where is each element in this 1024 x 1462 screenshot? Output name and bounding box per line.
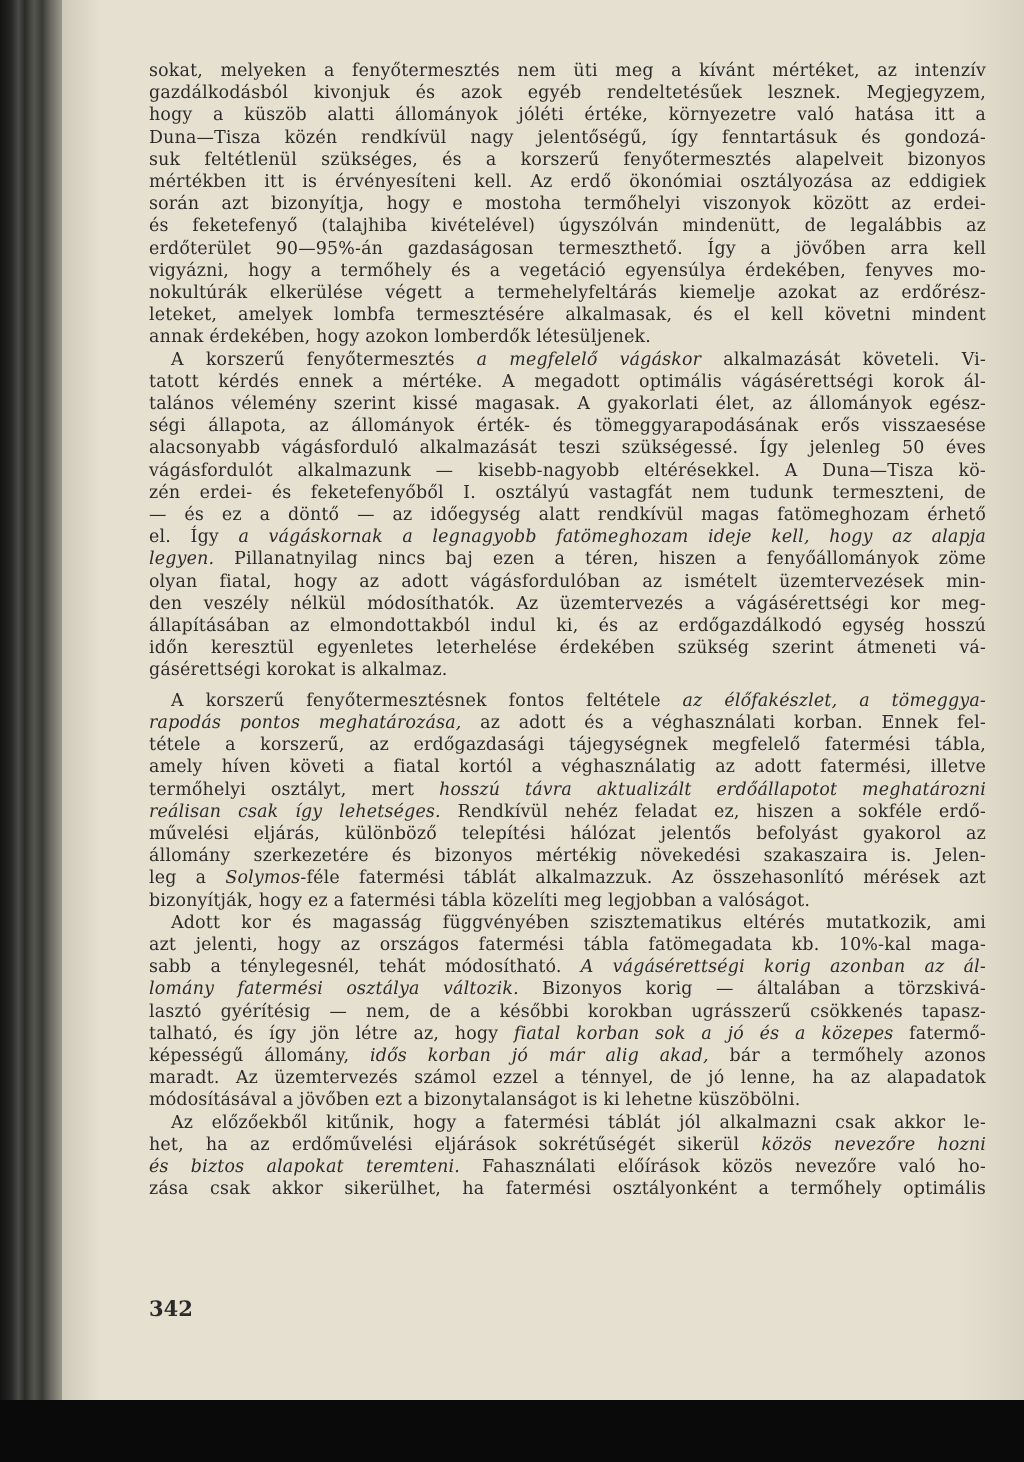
text-run: alacsonyabb vágásforduló alkalmazását teszi szükségessé. Így jelenleg 50 éves (149, 438, 986, 459)
text-run: során azt bizonyítja, hogy e mostoha termőhelyi viszonyok között az erdei- (149, 194, 986, 215)
text-run: el. Így (149, 527, 239, 548)
text-run: tatott kérdés ennek a mértéke. A megadott optimális vágásérettségi korok ál- (149, 371, 986, 392)
text-run: den veszély nélkül módosíthatók. Az üzemtervezés a vágásérettségi kor meg- (149, 593, 986, 614)
italic-text: és biztos alapokat teremteni. (149, 1156, 460, 1177)
text-run: olyan fiatal, hogy az adott vágásfordulóban az ismételt üzemtervezések min- (149, 571, 986, 592)
text-line (149, 504, 986, 526)
text-line (149, 956, 986, 978)
text-run: gazdálkodásból kivonjuk és azok egyéb rendeltetésűek lesznek. Megjegyzem, (149, 83, 986, 104)
text-line (149, 637, 986, 659)
text-run: zása csak akkor sikerülhet, ha fatermési osztályonként a termőhely optimális (149, 1179, 986, 1200)
text-run: amely híven követi a fiatal kortól a véghasználatig az adott fatermési, illetve (149, 757, 986, 778)
page-text-body (149, 60, 986, 1200)
text-run: A korszerű fenyőtermesztés (171, 349, 477, 370)
text-run: tétele a korszerű, az erdőgazdasági tájegységnek megfelelő fatermési tábla, (149, 735, 986, 756)
text-run: het, ha az erdőművelési eljárások sokrétűségét sikerül (149, 1134, 762, 1155)
italic-text: reálisan csak így lehetséges. (149, 801, 441, 822)
text-run: mértékben itt is érvényesíteni kell. Az erdő ökonómiai osztályozása az eddigiek (149, 172, 986, 193)
italic-text: rapodás pontos meghatározása, (149, 712, 462, 733)
text-line (149, 690, 986, 712)
text-run: — és ez a döntő — az időegység alatt rendkívül magas fatömeghozam érhető (149, 505, 986, 526)
text-run: termőhelyi osztályt, mert (149, 779, 440, 800)
text-line (149, 934, 986, 956)
text-line (149, 756, 986, 778)
text-run: talható, és így jön létre az, hogy (149, 1023, 514, 1044)
italic-text: hosszú távra aktualizált erdőállapotot meghatározni (439, 779, 986, 800)
scan-bottom-border (0, 1400, 1024, 1462)
text-run: Duna—Tisza közén rendkívül nagy jelentőségű, így fenntartásuk és gondozá- (149, 127, 986, 148)
text-line (149, 1067, 986, 1089)
text-run: bizonyítják, hogy ez a fatermési tábla közelíti meg legjobban a valóságot. (149, 890, 811, 911)
text-run: fatermő- (893, 1023, 986, 1044)
text-line (149, 593, 986, 615)
text-run: leg a (149, 868, 226, 889)
italic-text: idős korban jó már alig akad, (370, 1045, 709, 1066)
text-run: A korszerű fenyőtermesztésnek fontos feltétele (171, 690, 683, 711)
text-line (149, 1001, 986, 1023)
text-run: vigyázni, hogy a termőhely és a vegetáció egyensúlya érdekében, fenyves mo- (149, 260, 986, 281)
italic-text: a vágáskornak a legnagyobb fatömeghozam ideje kell, hogy az alapja (238, 527, 986, 548)
text-line (149, 779, 986, 801)
text-run: sokat, melyeken a fenyőtermesztés nem üti meg a kívánt mértéket, az intenzív (149, 61, 986, 81)
text-line (149, 193, 986, 215)
text-run: -féle fatermési táblát alkalmazzuk. Az összehasonlító mérések azt (300, 868, 986, 889)
text-line (149, 978, 986, 1000)
text-run: maradt. Az üzemtervezés számol ezzel a ténnyel, de jó lenne, ha az alapadatok (149, 1068, 986, 1089)
text-line (149, 1089, 986, 1111)
text-line (149, 615, 986, 637)
text-run: zén erdei- és feketefenyőből I. osztályú vastagfát nem tudunk termeszteni, de (149, 482, 986, 503)
text-line (149, 801, 986, 823)
text-run: ségi állapota, az állományok érték- és tömeggyarapodásának erős visszaesése (149, 416, 986, 437)
text-run: Bizonyos korig — általában a törzskivá- (518, 979, 986, 1000)
text-line (149, 60, 986, 82)
italic-text: az élőfakészlet, a tömeggya- (682, 690, 986, 711)
text-run: erdőterület 90—95%-án gazdaságosan termeszthető. Így a jövőben arra kell (149, 238, 986, 259)
italic-text: a megfelelő vágáskor (476, 349, 702, 370)
italic-text: fiatal korban sok a jó és a közepes (513, 1023, 894, 1044)
text-line (149, 734, 986, 756)
text-line (149, 127, 986, 149)
text-line (149, 349, 986, 371)
text-run: leteket, amelyek lombfa termesztésére alkalmasak, és el kell követni mindent (149, 305, 986, 326)
text-run: módosításával a jövőben ezt a bizonytalanságot is ki lehetne küszöbölni. (149, 1090, 801, 1111)
text-run: Adott kor és magasság függvényében szisztematikus eltérés mutatkozik, ami (171, 912, 986, 933)
text-run: alkalmazását követeli. Vi- (701, 349, 986, 370)
book-spine-shadow (0, 0, 62, 1400)
text-line (149, 82, 986, 104)
text-line (149, 171, 986, 193)
text-run: képességű állomány, (149, 1045, 371, 1066)
text-line (149, 1112, 986, 1134)
italic-text: legyen. (149, 549, 215, 570)
text-line (149, 104, 986, 126)
text-line (149, 393, 986, 415)
text-run: suk feltétlenül szükséges, és a korszerű fenyőtermesztés alapelveit bizonyos (149, 149, 986, 170)
text-run: azt jelenti, hogy az országos fatermési tábla fatömegadata kb. 10%-kal maga- (149, 934, 986, 955)
text-run: gásérettségi korokat is alkalmaz. (149, 660, 448, 681)
text-line (149, 1156, 986, 1178)
text-run: lasztó gyérítésig — nem, de a későbbi korokban ugrásszerű csökkenés tapasz- (149, 1001, 986, 1022)
text-line (149, 1023, 986, 1045)
text-run: hogy a küszöb alatti állományok jóléti értéke, környezetre való hatása itt a (149, 105, 986, 126)
text-run: állomány szerkezetére és bizonyos mértékig növekedési szakaszaira is. Jelen- (149, 846, 986, 867)
text-line (149, 149, 986, 171)
text-line (149, 890, 986, 912)
text-line (149, 571, 986, 593)
text-line (149, 326, 986, 348)
text-run: Rendkívül nehéz feladat ez, hiszen a sokféle erdő- (440, 801, 986, 822)
text-line (149, 482, 986, 504)
text-run: vágásfordulót alkalmazunk — kisebb-nagyobb eltérésekkel. A Duna—Tisza kö- (149, 460, 986, 481)
text-line (149, 371, 986, 393)
text-line (149, 1045, 986, 1067)
text-line (149, 823, 986, 845)
text-line (149, 526, 986, 548)
text-run: Pillanatnyilag nincs baj ezen a téren, hiszen a fenyőállományok zöme (214, 549, 986, 570)
text-run: időn keresztül egyenletes leterhelése érdekében szükség szerint átmeneti vá- (149, 638, 986, 659)
text-line (149, 712, 986, 734)
text-run: annak érdekében, hogy azokon lomberdők létesüljenek. (149, 327, 652, 348)
text-line (149, 260, 986, 282)
text-run: talános vélemény szerint kissé magasak. A gyakorlati élet, az állományok egész- (149, 394, 986, 415)
text-line (149, 215, 986, 237)
text-run: állapításában az elmondottakból indul ki, és az erdőgazdálkodó egység hosszú (149, 616, 986, 637)
text-run: Az előzőekből kitűnik, hogy a fatermési táblát jól alkalmazni csak akkor le- (171, 1112, 986, 1133)
text-line (149, 867, 986, 889)
text-run: művelési eljárás, különböző telepítési hálózat jelentős befolyást gyakorol az (149, 823, 986, 844)
italic-text: közös nevezőre hozni (761, 1134, 986, 1155)
text-run: és feketefenyő (talajhiba kivételével) úgyszólván mindenütt, de legalábbis az (149, 216, 986, 237)
text-line (149, 238, 986, 260)
text-line (149, 304, 986, 326)
text-run: nokultúrák elkerülése végett a termehelyfeltárás kiemelje azokat az erdőrész- (149, 283, 986, 304)
text-run: sabb a ténylegesnél, tehát módosítható. (149, 957, 581, 978)
text-line (149, 415, 986, 437)
italic-text: Solymos (225, 868, 301, 889)
text-line (149, 659, 986, 681)
text-line (149, 282, 986, 304)
text-line (149, 437, 986, 459)
text-line (149, 912, 986, 934)
text-run: Fahasználati előírások közös nevezőre való ho- (459, 1156, 986, 1177)
italic-text: lomány fatermési osztálya változik. (149, 979, 519, 1000)
italic-text: A vágásérettségi korig azonban az ál- (580, 957, 986, 978)
text-run: bár a termőhely azonos (708, 1045, 986, 1066)
text-line (149, 460, 986, 482)
text-line (149, 1178, 986, 1200)
text-run: az adott és a véghasználati korban. Ennek fel- (461, 712, 986, 733)
text-line (149, 1134, 986, 1156)
text-line (149, 548, 986, 570)
page-number: 342 (149, 1296, 193, 1321)
text-line (149, 845, 986, 867)
